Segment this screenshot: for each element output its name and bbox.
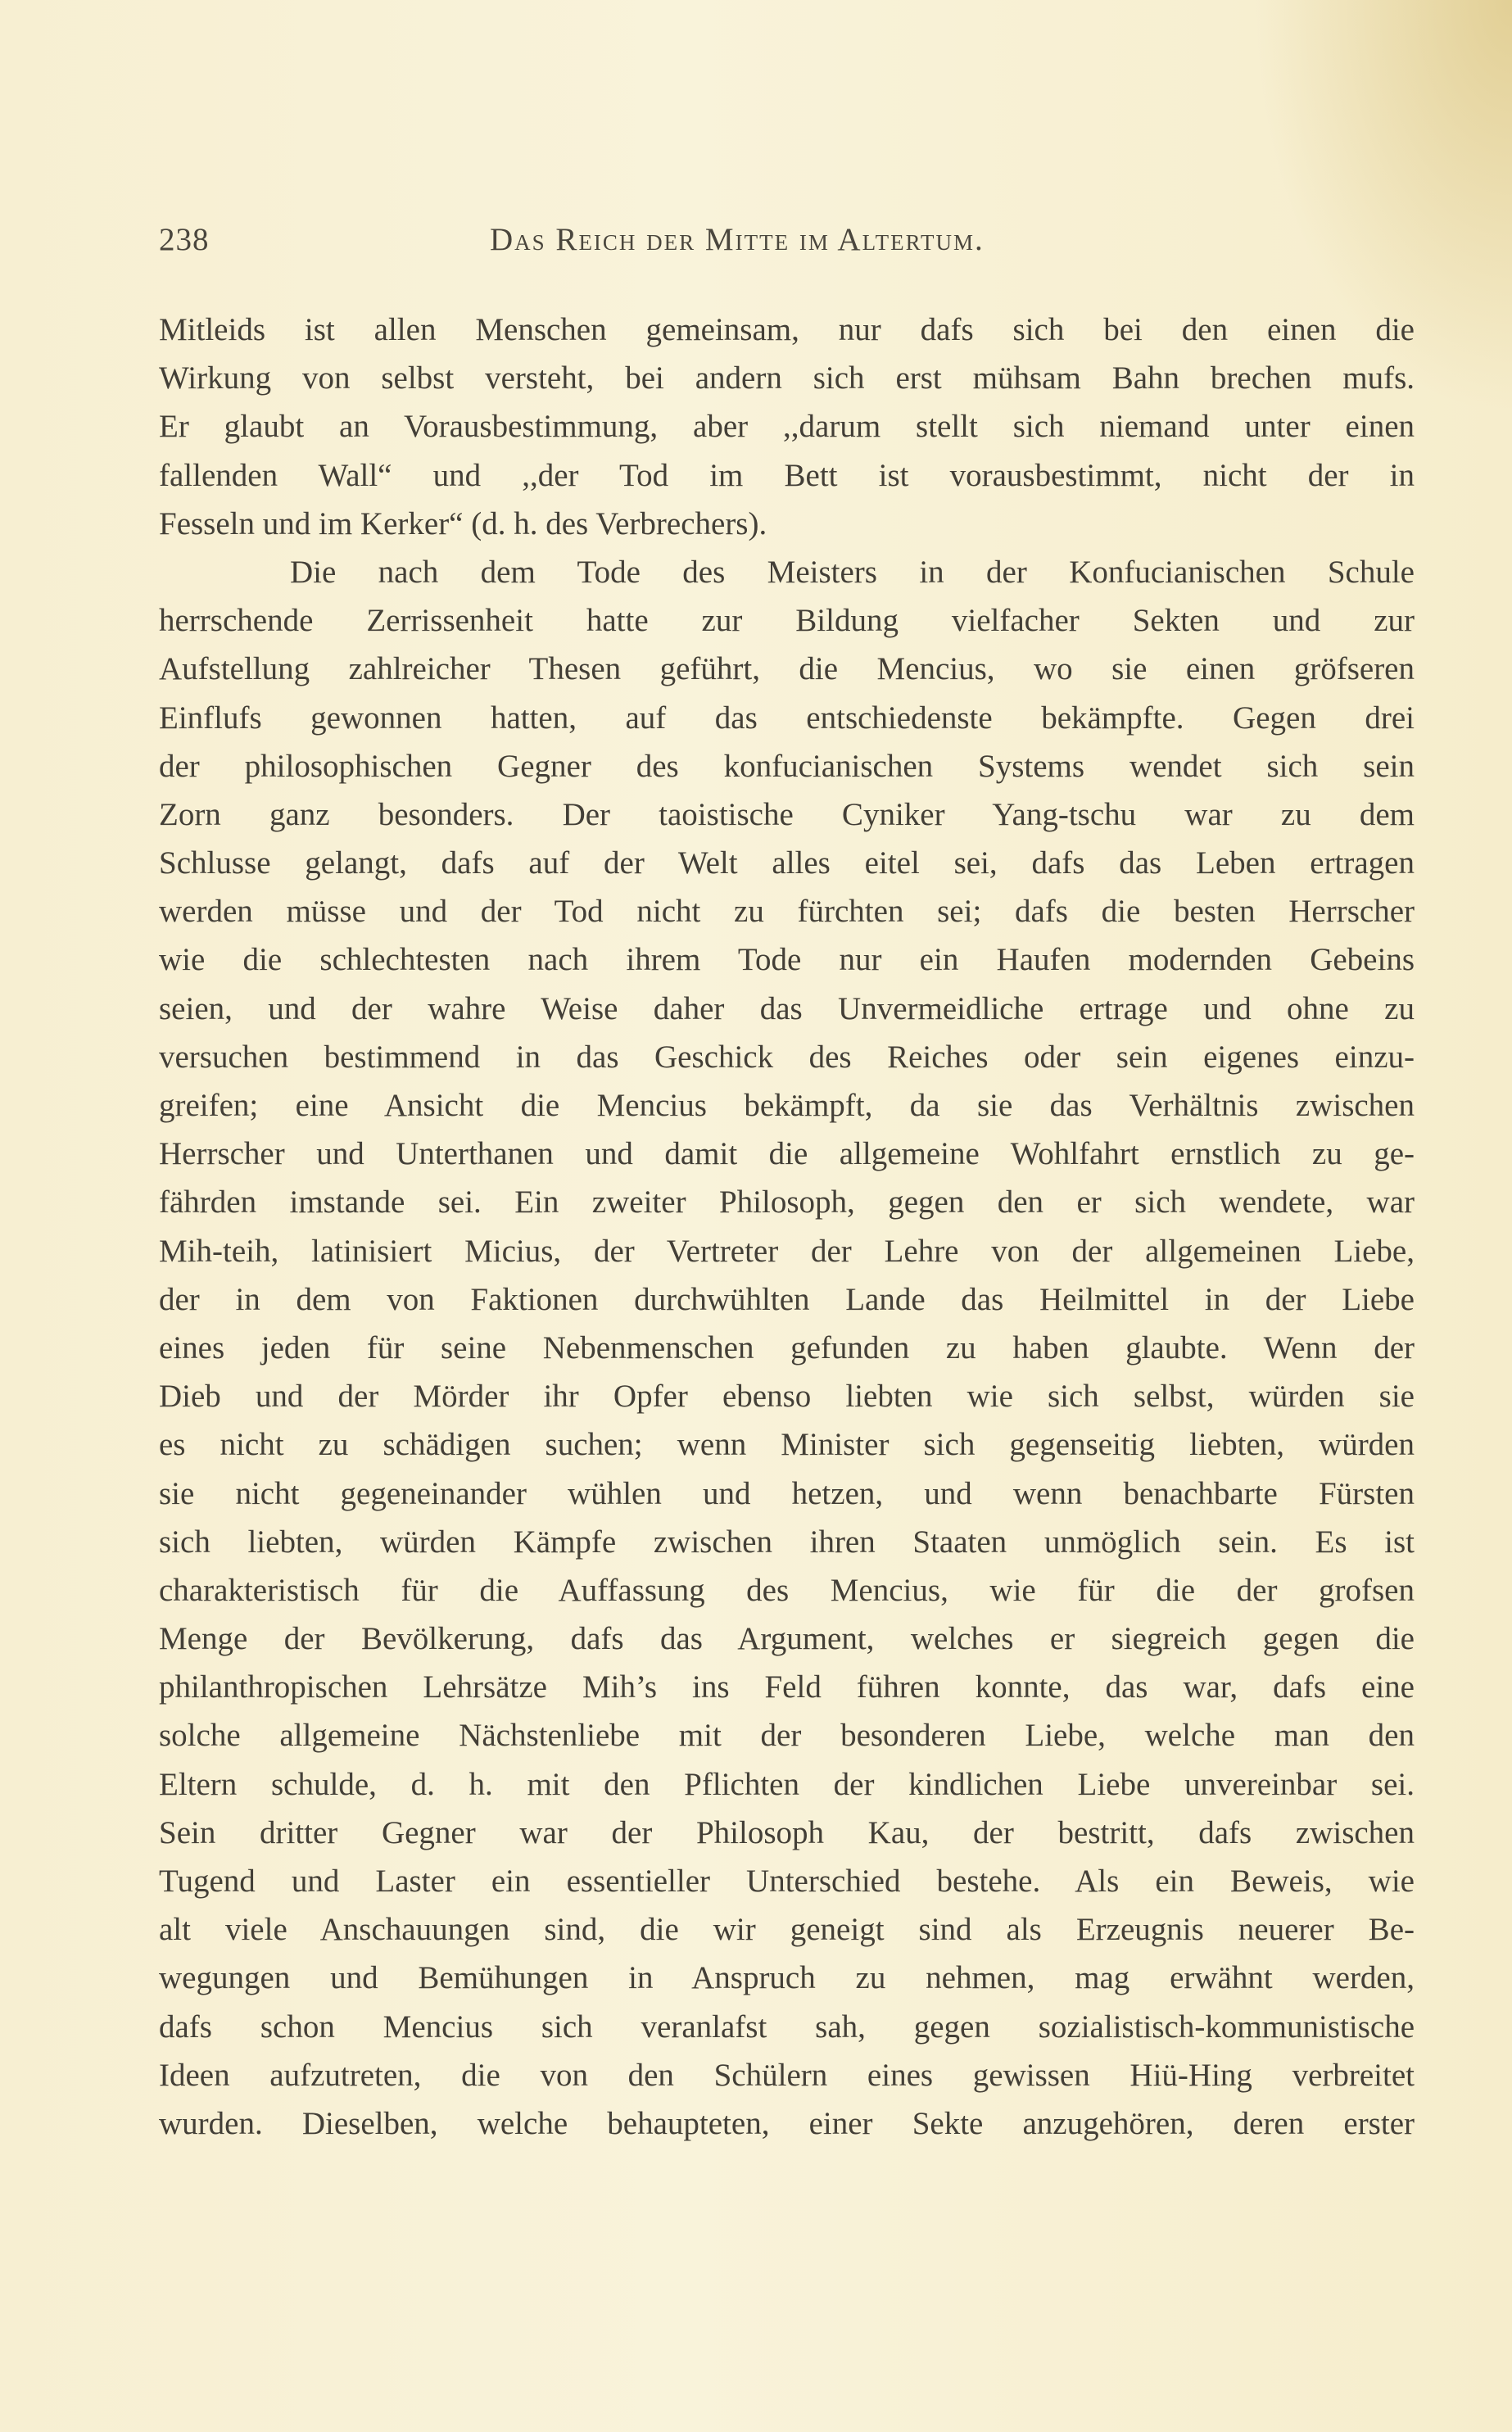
text-line: eines jeden für seine Nebenmenschen gefunden zu haben glaubte. Wenn der <box>159 1329 1415 1365</box>
text-line: greifen; eine Ansicht die Mencius bekämpft, da sie das Verhältnis zwischen <box>159 1088 1415 1123</box>
text-line: sich liebten, würden Kämpfe zwischen ihren Staaten unmöglich sein. Es ist <box>159 1524 1415 1560</box>
text-line: versuchen bestimmend in das Geschick des Reiches oder sein eigenes einzu- <box>159 1039 1415 1075</box>
text-line: Tugend und Laster ein essentieller Unterschied bestehe. Als ein Beweis, wie <box>159 1864 1415 1899</box>
text-line: alt viele Anschauungen sind, die wir geneigt sind als Erzeugnis neuerer Be- <box>159 1912 1415 1948</box>
text-line: wegungen und Bemühungen in Anspruch zu nehmen, mag erwähnt werden, <box>159 1960 1415 1996</box>
text-line: solche allgemeine Nächstenliebe mit der besonderen Liebe, welche man den <box>159 1718 1415 1754</box>
text-line: werden müsse und der Tod nicht zu fürchten sei; dafs die besten Herrscher <box>159 894 1415 930</box>
running-head <box>159 221 1415 270</box>
text-line: Er glaubt an Vorausbestimmung, aber ,,darum stellt sich niemand unter einen <box>159 409 1415 445</box>
page-number: 238 <box>159 222 210 257</box>
text-line: seien, und der wahre Weise daher das Unvermeidliche ertrage und ohne zu <box>159 990 1415 1026</box>
text-line: charakteristisch für die Auffassung des Mencius, wie für die der grofsen <box>159 1572 1415 1608</box>
text-line: Dieb und der Mörder ihr Opfer ebenso liebten wie sich selbst, würden sie <box>159 1379 1415 1415</box>
text-line: Sein dritter Gegner war der Philosoph Kau, der bestritt, dafs zwischen <box>159 1814 1415 1850</box>
text-line: fährden imstande sei. Ein zweiter Philosoph, gegen den er sich wendete, war <box>159 1184 1415 1221</box>
text-line: Herrscher und Unterthanen und damit die allgemeine Wohlfahrt ernstlich zu ge- <box>159 1136 1415 1172</box>
text-line: wurden. Dieselben, welche behaupteten, einer Sekte anzugehören, deren erster <box>159 2105 1415 2141</box>
text-line: Menge der Bevölkerung, dafs das Argument, welches er siegreich gegen die <box>159 1621 1415 1657</box>
paragraph-start-line: Die nach dem Tode des Meisters in der Konfucianischen Schule <box>290 554 1415 590</box>
text-line: der philosophischen Gegner des konfucianischen Systems wendet sich sein <box>159 748 1415 784</box>
text-line: Aufstellung zahlreicher Thesen geführt, die Mencius, wo sie einen gröfseren <box>159 651 1415 687</box>
running-title: Das Reich der Mitte im Altertum. <box>490 222 985 257</box>
text-line: dafs schon Mencius sich veranlafst sah, gegen sozialistisch-kommunistische <box>159 2009 1415 2045</box>
text-line: Wirkung von selbst versteht, bei andern sich erst mühsam Bahn brechen mufs. <box>159 360 1415 396</box>
text-line: herrschende Zerrissenheit hatte zur Bildung vielfacher Sekten und zur <box>159 603 1415 639</box>
text-line: Mitleids ist allen Menschen gemeinsam, nur dafs sich bei den einen die <box>159 312 1415 347</box>
text-line: Eltern schulde, d. h. mit den Pflichten der kindlichen Liebe unvereinbar sei. <box>159 1766 1415 1802</box>
text-line: der in dem von Faktionen durchwühlten Lande das Heilmittel in der Liebe <box>159 1281 1415 1317</box>
text-line: philanthropischen Lehrsätze Mih’s ins Feld führen konnte, das war, dafs eine <box>159 1669 1415 1705</box>
text-line: wie die schlechtesten nach ihrem Tode nur ein Haufen modernden Gebeins <box>159 942 1415 978</box>
text-line: es nicht zu schädigen suchen; wenn Minister sich gegenseitig liebten, würden <box>159 1427 1415 1463</box>
body-text <box>159 306 1415 2148</box>
text-line: Einflufs gewonnen hatten, auf das entschiedenste bekämpfte. Gegen drei <box>159 700 1415 736</box>
text-line: Schlusse gelangt, dafs auf der Welt alles eitel sei, dafs das Leben ertragen <box>159 845 1415 881</box>
text-line: Mih-teih, latinisiert Micius, der Vertreter der Lehre von der allgemeinen Liebe, <box>159 1233 1415 1269</box>
text-line: Fesseln und im Kerker“ (d. h. des Verbrechers). <box>159 505 767 541</box>
text-line: sie nicht gegeneinander wühlen und hetzen, und wenn benachbarte Fürsten <box>159 1475 1415 1511</box>
text-line: Ideen aufzutreten, die von den Schülern eines gewissen Hiü-Hing verbreitet <box>159 2057 1415 2093</box>
text-line: Zorn ganz besonders. Der taoistische Cyniker Yang-tschu war zu dem <box>159 796 1415 832</box>
text-line: fallenden Wall“ und ,,der Tod im Bett ist vorausbestimmt, nicht der in <box>159 457 1415 493</box>
